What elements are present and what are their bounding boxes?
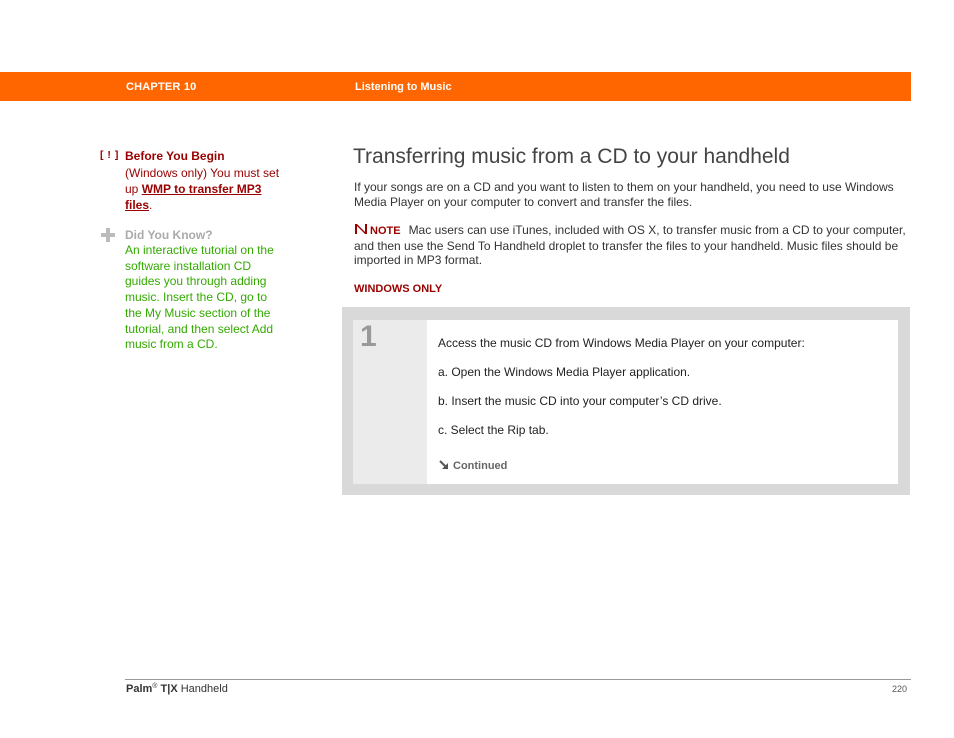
chapter-label: CHAPTER 10	[126, 81, 197, 93]
note-icon	[354, 223, 368, 235]
registered-mark: ®	[152, 683, 158, 690]
substep-a: a. Open the Windows Media Player application.	[438, 365, 691, 379]
substep-c: c. Select the Rip tab.	[438, 423, 549, 437]
did-you-know-title: Did You Know?	[125, 228, 213, 242]
did-you-know-text: An interactive tutorial on the software installation CD guides you through adding music. Insert the CD, go to the My Music section of the tutorial, and then select Add music from a CD.	[125, 243, 274, 352]
footer-product: Handheld	[180, 683, 228, 695]
arrow-down-right-icon	[438, 459, 450, 471]
before-you-begin-title: Before You Begin	[125, 149, 225, 163]
continued-link[interactable]	[438, 459, 507, 472]
warning-icon: [ ! ]	[100, 149, 119, 161]
intro-paragraph: If your songs are on a CD and you want to listen to them on your handheld, you need to use Windows Media Player on your computer to convert and transfer the files.	[354, 180, 894, 209]
step-instruction: Access the music CD from Windows Media Player on your computer:	[438, 336, 805, 350]
windows-only-heading: WINDOWS ONLY	[354, 283, 443, 295]
substep-b: b. Insert the music CD into your computer’s CD drive.	[438, 394, 722, 408]
plus-icon	[101, 228, 115, 242]
before-you-begin-text	[125, 165, 285, 213]
wmp-transfer-link[interactable]: WMP to transfer MP3 files	[125, 182, 262, 212]
footer-model: T|X	[160, 683, 178, 695]
before-you-begin-text-start: (Windows only) You must set up	[125, 166, 280, 196]
section-title: Listening to Music	[355, 81, 452, 93]
footer-product-name	[126, 683, 228, 695]
footer-divider	[125, 679, 911, 680]
page-title: Transferring music from a CD to your handheld	[353, 145, 790, 168]
note-block	[354, 223, 914, 268]
footer-brand: Palm	[126, 683, 153, 695]
note-label: NOTE	[370, 225, 401, 237]
before-you-begin-text-end: .	[149, 198, 153, 212]
continued-label: Continued	[453, 460, 508, 472]
step-number: 1	[360, 320, 377, 353]
note-text: Mac users can use iTunes, included with OS X, to transfer music from a CD to your computer, and then use the Send To Handheld droplet to transfer the files to your handheld. Music files should be imported in MP3 format.	[354, 223, 906, 267]
page-number: 220	[892, 684, 908, 694]
